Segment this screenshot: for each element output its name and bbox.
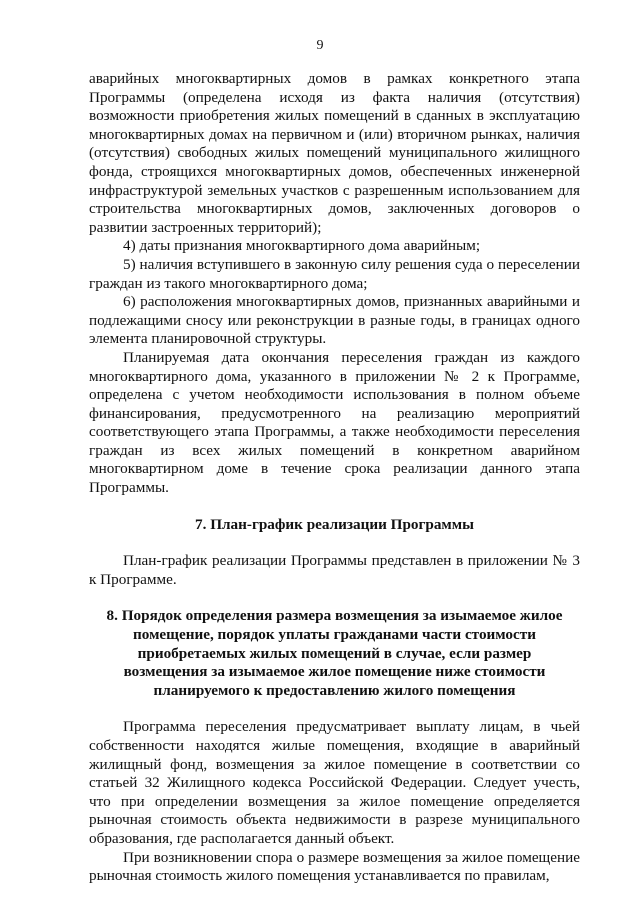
list-item-6: 6) расположения многоквартирных домов, признанных аварийными и подлежащими сносу или реконструкции в разные годы, в границах одного элемента планировочной структуры. (89, 293, 580, 348)
list-item-5: 5) наличия вступившего в законную силу решения суда о переселении граждан из такого многоквартирного дома; (89, 255, 580, 292)
section-7-heading: 7. План-график реализации Программы (195, 515, 474, 533)
section-7-text: План-график реализации Программы представлен в приложении № 3 к Программе. (89, 552, 580, 588)
paragraph-planned-date: Планируемая дата окончания переселения граждан из каждого многоквартирного дома, указанного в приложении № 2 к Программе, определена с учетом необходимости использования в полном объеме финансирования, предусмотренного на реализацию мероприятий соответствующего этапа Программы, а также необходимости переселения граждан из всех жилых помещений в конкретном аварийном многоквартирном доме в течение срока реализации данного этапа Программы. (89, 348, 580, 497)
paragraph-continuation: аварийных многоквартирных домов в рамках конкретного этапа Программы (определена исходя из факта наличия (отсутствия) возможности приобретения жилых помещений в сданных в эксплуатацию многоквартирных домах на первичном и (или) вторичном рынках, наличия (отсутствия) свободных жилых помещений муниципального жилищного фонда, строящихся многоквартирных домов, обеспеченных инженерной инфраструктурой земельных участков с разрешенным использованием для строительства многоквартирных домов, заключенных договоров о развитии застроенных территорий); (89, 70, 580, 236)
document-body (89, 70, 580, 886)
list-item-4: 4) даты признания многоквартирного дома аварийным; (123, 237, 481, 255)
section-8-heading: 8. Порядок определения размера возмещения за изымаемое жилое помещение, порядок уплаты гражданами части стоимости приобретаемых жилых помещений в случае, если размер возмещения за изымаемое жилое помещение ниже стоимости планируемого к предоставлению жилого помещения (106, 607, 563, 699)
section-8-paragraph: Программа переселения предусматривает выплату лицам, в чьей собственности находятся жилые помещения, входящие в аварийный жилищный фонд, возмещения за жилое помещение в соответствии со статьей 32 Жилищного кодекса Российской Федерации. Следует учесть, что при определении возмещения за жилое помещение определяется рыночная стоимость объекта недвижимости в разрезе муниципального образования, где располагается данный объект. (89, 718, 580, 847)
section-8-paragraph: При возникновении спора о размере возмещения за жилое помещение рыночная стоимость жилого помещения устанавливается по правилам, (89, 848, 580, 885)
page-number: 9 (316, 38, 324, 53)
